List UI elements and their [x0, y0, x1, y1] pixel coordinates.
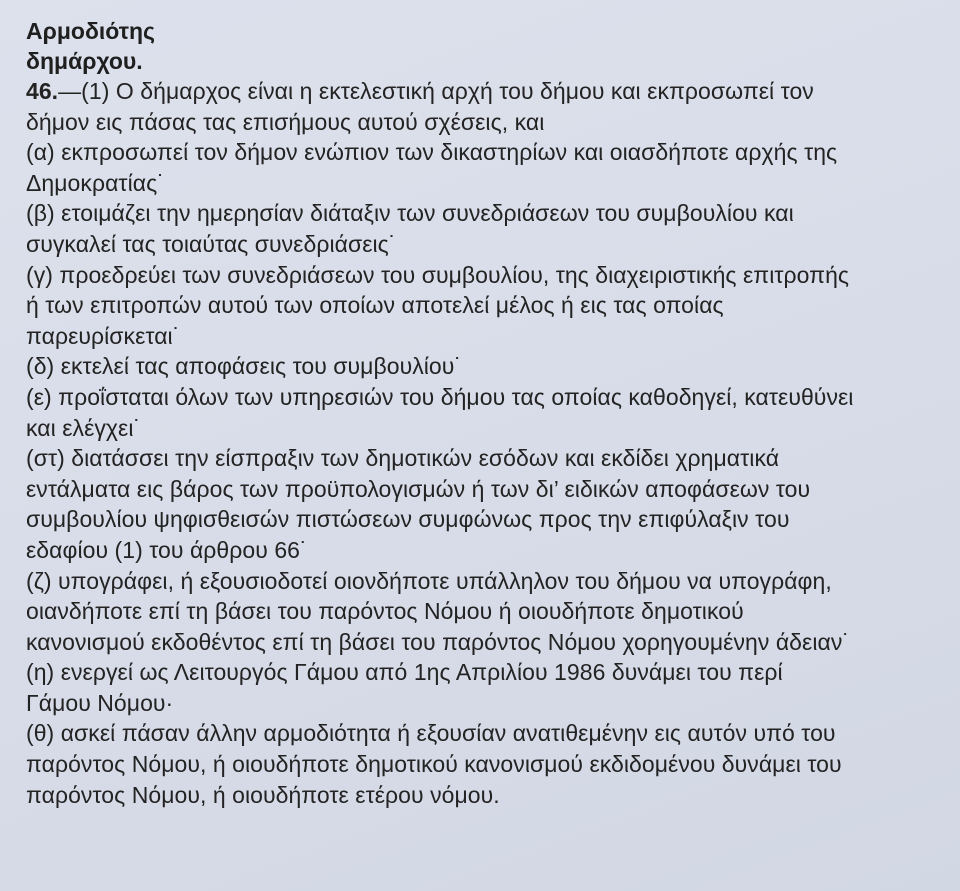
text-line: (γ) προεδρεύει των συνεδριάσεων του συμβουλίου, της διαχειριστικής επιτροπής: [26, 261, 850, 288]
text-line: παρόντος Νόμου, ή οιουδήποτε δημοτικού κανονισμού εκδιδομένου δυνάμει του: [26, 751, 842, 778]
text-line: δήμον εις πάσας τας επισήμους αυτού σχέσεις, και: [26, 108, 545, 135]
section-46-text: [26, 76, 940, 810]
text-line: (ε) προΐσταται όλων των υπηρεσιών του δήμου τας οποίας καθοδηγεί, κατευθύνει: [26, 383, 854, 410]
text-line: (δ) εκτελεί τας αποφάσεις του συμβουλίου˙: [26, 353, 463, 380]
text-line: παρόντος Νόμου, ή οιουδήποτε ετέρου νόμου.: [26, 781, 500, 808]
text-line: (α) εκπροσωπεί τον δήμον ενώπιον των δικαστηρίων και οιασδήποτε αρχής της: [26, 139, 838, 166]
text-line-content: —(1) Ο δήμαρχος είναι η εκτελεστική αρχή του δήμου και εκπροσωπεί τον: [58, 78, 814, 104]
text-line: (στ) διατάσσει την είσπραξιν των δημοτικών εσόδων και εκδίδει χρηματικά: [26, 445, 780, 472]
text-line: (θ) ασκεί πάσαν άλλην αρμοδιότητα ή εξουσίαν ανατιθεμένην εις αυτόν υπό του: [26, 720, 836, 747]
text-line: παρευρίσκεται˙: [26, 322, 181, 349]
text-line: (ζ) υπογράφει, ή εξουσιοδοτεί οιονδήποτε υπάλληλον του δήμου να υπογράφη,: [26, 567, 832, 594]
text-line: Γάμου Νόμου·: [26, 689, 174, 716]
text-line: [26, 76, 940, 107]
text-line: συμβουλίου ψηφισθεισών πιστώσεων συμφώνως προς την επιφύλαξιν του: [26, 506, 790, 533]
marginal-heading-line-1: Αρμοδιότης: [26, 18, 155, 44]
text-line: συγκαλεί τας τοιαύτας συνεδριάσεις˙: [26, 230, 397, 257]
text-line: εδαφίου (1) του άρθρου 66˙: [26, 536, 308, 563]
text-line: (β) ετοιμάζει την ημερησίαν διάταξιν των συνεδριάσεων του συμβουλίου και: [26, 200, 794, 227]
text-line: ή των επιτροπών αυτού των οποίων αποτελεί μέλος ή εις τας οποίας: [26, 292, 724, 319]
text-line: κανονισμού εκδοθέντος επί τη βάσει του παρόντος Νόμου χορηγουμένην άδειαν˙: [26, 628, 851, 655]
text-line: οιανδήποτε επί τη βάσει του παρόντος Νόμου ή οιουδήποτε δημοτικού: [26, 598, 744, 625]
text-line: εντάλματα εις βάρος των προϋπολογισμών ή των δι’ ειδικών αποφάσεων του: [26, 475, 811, 502]
text-line: Δημοκρατίας˙: [26, 169, 165, 196]
section-number: 46.: [26, 78, 59, 104]
text-line: και ελέγχει˙: [26, 414, 142, 441]
marginal-heading-line-2: δημάρχου.: [26, 48, 143, 74]
text-line: (η) ενεργεί ως Λειτουργός Γάμου από 1ης Απριλίου 1986 δυνάμει του περί: [26, 659, 783, 686]
